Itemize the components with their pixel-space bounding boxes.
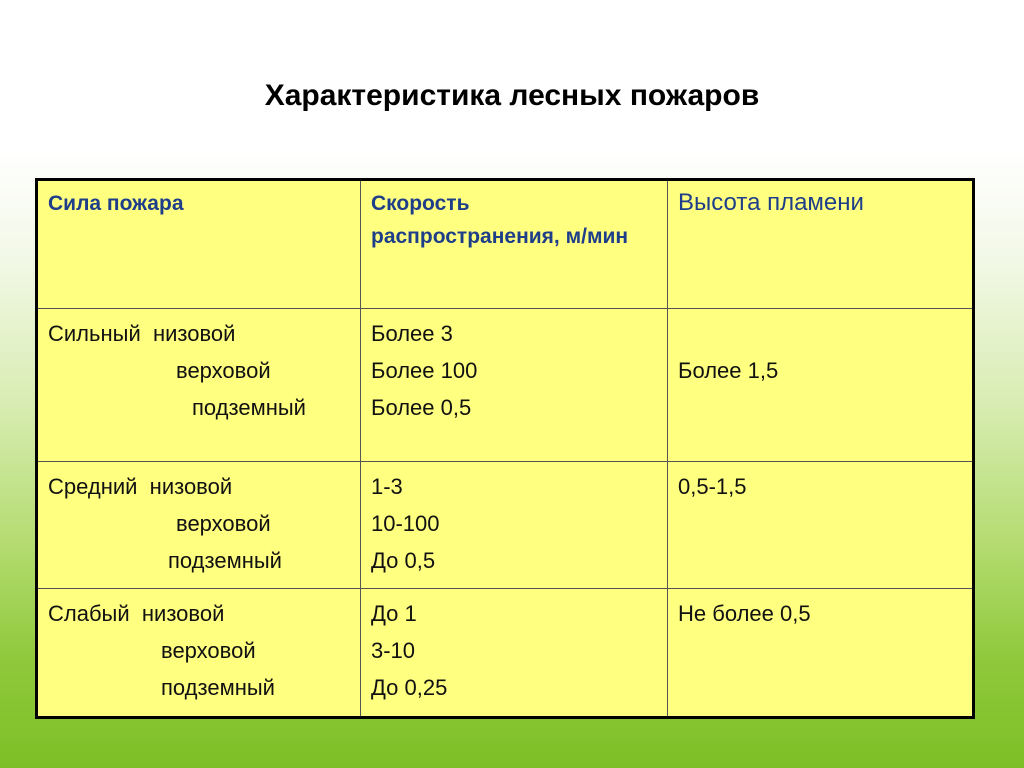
speed-line: 1-3 [371,474,403,499]
height-cell [668,589,974,718]
speed-line: До 0,25 [371,675,448,700]
header-speed-label: Скорость распространения, м/мин [371,192,629,248]
strength-line: подземный [192,395,306,420]
speed-line: До 0,5 [371,548,436,573]
strength-line: Средний низовой [48,474,233,499]
height-line: Не более 0,5 [678,601,811,626]
forest-fires-table [35,178,975,719]
speed-line: До 1 [371,601,417,626]
table-row [37,309,974,462]
header-cell-height [668,180,974,309]
height-cell [668,309,974,462]
header-cell-speed [361,180,668,309]
speed-line: Более 3 [371,321,453,346]
table-header-row [37,180,974,309]
strength-line: верховой [161,638,256,663]
header-cell-strength [37,180,361,309]
strength-line: верховой [176,511,271,536]
strength-cell [37,462,361,589]
speed-line: Более 0,5 [371,395,472,420]
height-line: 0,5-1,5 [678,474,747,499]
table-row [37,462,974,589]
strength-line: подземный [161,675,275,700]
speed-cell [361,309,668,462]
strength-cell [37,589,361,718]
speed-cell [361,462,668,589]
strength-line: подземный [168,548,282,573]
height-line: Более 1,5 [678,358,779,383]
strength-line: Слабый низовой [48,601,225,626]
speed-cell [361,589,668,718]
header-strength-label: Сила пожара [48,192,184,215]
page-title: Характеристика лесных пожаров [264,79,760,112]
strength-cell [37,309,361,462]
height-cell [668,462,974,589]
header-height-label: Высота пламени [678,189,864,216]
speed-line: 3-10 [371,638,416,663]
strength-line: Сильный низовой [48,321,236,346]
table-row [37,589,974,718]
strength-line: верховой [176,358,271,383]
speed-line: Более 100 [371,358,478,383]
speed-line: 10-100 [371,511,440,536]
